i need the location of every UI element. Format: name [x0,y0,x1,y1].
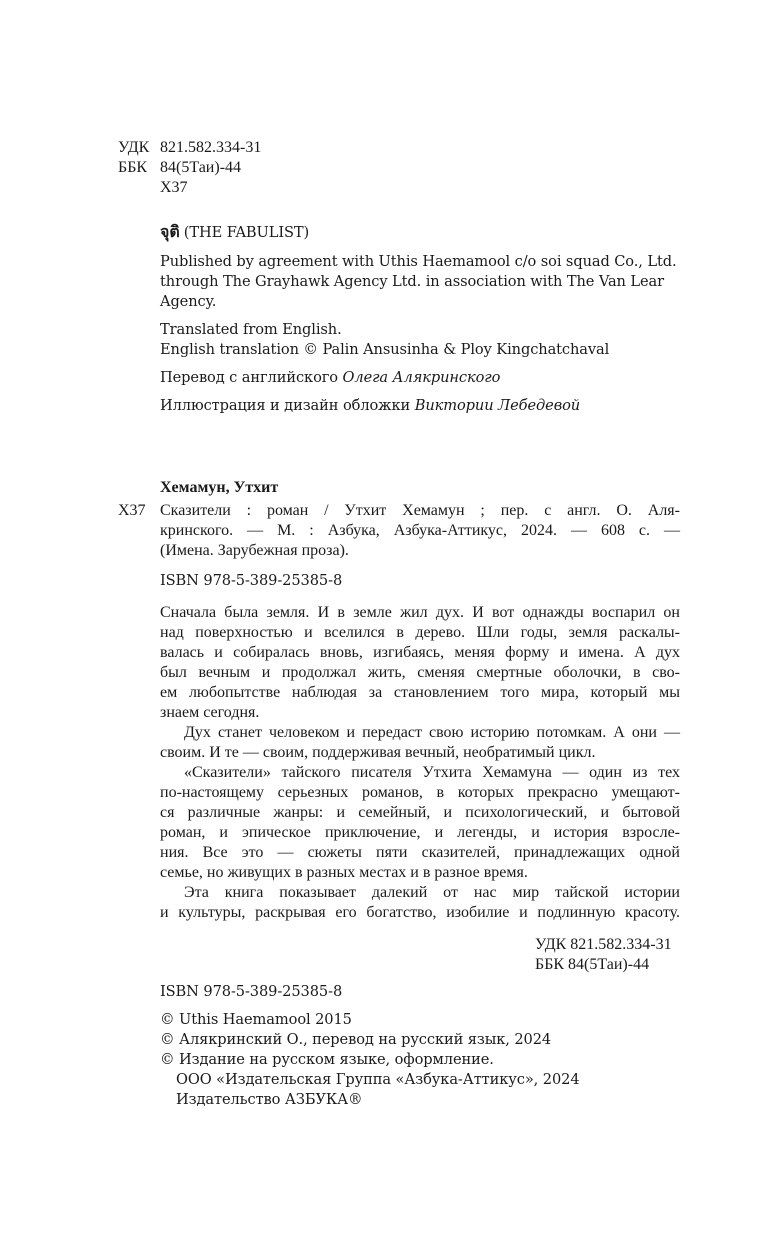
translation-credit [160,368,680,388]
copyright-isbn: ISBN 978-5-389-25385-8 [160,983,343,1000]
bbk-value: 84(5Таи)-44 [160,159,242,176]
catalog-isbn: ISBN 978-5-389-25385-8 [160,572,343,589]
annotation-line: семье, но живущих в разных местах и в разное время. [160,864,528,881]
catalog-entry-line: кринского. — М. : Азбука, Азбука-Аттикус, 2024. — 608 с. — [160,522,680,539]
annotation-line: и культуры, раскрывая его богатство, изобилие и подлинную красоту. [160,904,680,921]
annotation-line: ся различные жанры: и семейный, и психологический, и бытовой [160,804,680,821]
copyright-block [160,982,680,1110]
annotation-line: роман, и эпическое приключение, и легенды, и история взросле- [160,824,680,841]
udk-label: УДК [118,139,150,156]
original-title-thai: จุติ [160,224,180,241]
translated-from: Translated from English. [160,321,342,338]
translation-credit-prefix: Перевод с английского [160,369,338,386]
annotation-line: по-настоящему серьезных романов, в которых прекрасно умещают- [160,784,680,801]
rights-block [160,252,680,416]
catalog-entry-line: (Имена. Зарубежная проза). [160,542,349,559]
illustrator-name: Виктории Лебедевой [414,397,581,414]
annotation-paragraph [160,723,680,763]
rights-line: Agency. [160,293,217,310]
copyright-line: © Издание на русском языке, оформление. [160,1051,494,1068]
annotation-line: знаем сегодня. [160,704,260,721]
annotation-paragraph [160,603,680,723]
annotation-paragraph [160,883,680,923]
annotation-line: ем любопытстве наблюдая за становлением того мира, который мы [160,684,680,701]
annotation-line: «Сказители» тайского писателя Утхита Хемамуна — один из тех [184,764,680,781]
catalog-entry-line: Сказители : роман / Утхит Хемамун ; пер. с англ. О. Аля- [160,502,680,519]
footer-codes [535,935,672,975]
annotation-line: своим. И те — своим, поддерживая вечный, необратимый цикл. [160,744,596,761]
english-translation: English translation © Palin Ansusinha & Ploy Kingchatchaval [160,341,610,358]
rights-line: through The Grayhawk Agency Ltd. in association with The Van Lear [160,273,664,290]
footer-udk: УДК 821.582.334-31 [535,936,672,953]
annotation-line: ния. Все это — сюжеты пяти сказителей, принадлежащих одной [160,844,680,861]
illustration-credit-prefix: Иллюстрация и дизайн обложки [160,397,411,414]
annotation-line: над поверхностью и вселился в дерево. Шли годы, земля раскалы- [160,624,680,641]
annotation-line: Эта книга показывает далекий от нас мир тайской истории [184,884,680,901]
annotation-line: был вечным и продолжал жить, сменяя смертные оболочки, в сво- [160,664,680,681]
bbk-label: ББК [118,159,148,176]
rights-line: Published by agreement with Uthis Haemamool c/o soi squad Co., Ltd. [160,253,677,270]
author-mark: Х37 [160,179,188,196]
translator-name: Олега Алякринского [342,369,501,386]
catalog-entry [160,501,680,591]
annotation-line: Дух станет человеком и передаст свою историю потомкам. А они — [184,724,680,741]
copyright-line: Издательство АЗБУКА® [176,1091,363,1108]
catalog-author: Хемамун, Утхит [160,479,279,496]
illustration-credit [160,396,680,416]
catalog-mark: Х37 [118,502,146,519]
annotation-paragraph [160,763,680,883]
footer-bbk: ББК 84(5Таи)-44 [535,956,650,973]
udk-value: 821.582.334-31 [160,139,262,156]
copyright-line: © Алякринский О., перевод на русский язык, 2024 [160,1031,552,1048]
annotation-line: Сначала была земля. И в земле жил дух. И вот однажды воспарил он [160,604,680,621]
original-title [160,223,309,243]
annotation [160,603,680,923]
copyright-line: ООО «Издательская Группа «Азбука-Аттикус», 2024 [176,1071,580,1088]
copyright-line: © Uthis Haemamool 2015 [160,1011,352,1028]
annotation-line: валась и собиралась вновь, изгибаясь, меняя форму и имена. А дух [160,644,680,661]
original-title-english: (THE FABULIST) [183,224,310,241]
